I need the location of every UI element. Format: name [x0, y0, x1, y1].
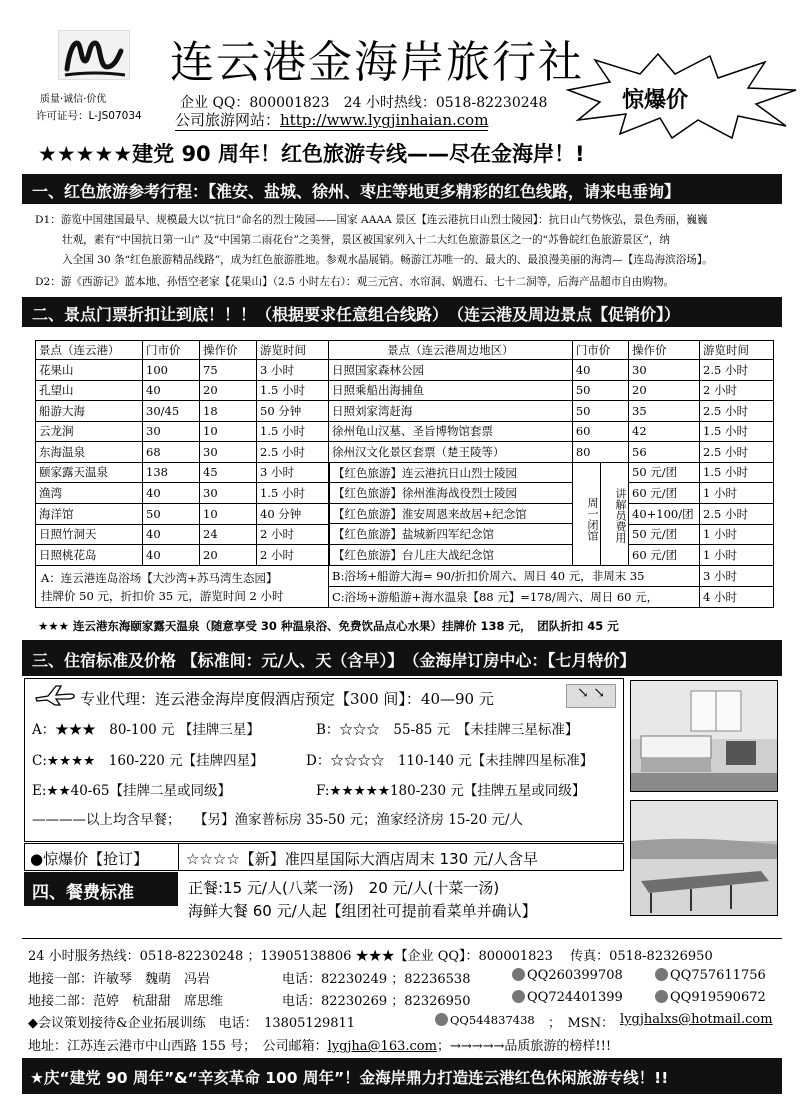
- cell: 2 小时: [700, 380, 774, 401]
- table-row: [36, 401, 774, 422]
- rate-e: E:★★40-65【挂牌二星或同级】: [32, 783, 232, 799]
- cell: 68: [143, 442, 200, 463]
- table-row: [36, 380, 774, 401]
- cell: 24: [200, 524, 257, 545]
- cell: 海洋馆: [36, 503, 143, 524]
- package-b-time: 3 小时: [700, 566, 774, 587]
- website-label: 公司旅游网站：: [175, 111, 281, 129]
- seaside-photo: [630, 800, 778, 916]
- cell: 日照乘船出海捕鱼: [329, 380, 573, 401]
- col-header: 游览时间: [257, 341, 329, 360]
- cell: 30: [143, 421, 200, 442]
- cell: 50 分钟: [257, 401, 329, 422]
- cell: 10: [200, 421, 257, 442]
- cell: 56: [629, 442, 700, 463]
- cell: 10: [200, 503, 257, 524]
- cell: 东海温泉: [36, 442, 143, 463]
- cell: 50 元/团: [629, 524, 700, 545]
- qq-icon: [512, 990, 525, 1003]
- table-row: [36, 442, 774, 463]
- cell: 1.5 小时: [257, 483, 329, 504]
- dept2-qq1[interactable]: [512, 990, 623, 1005]
- col-header: 门市价: [143, 341, 200, 360]
- cell: 日照刘家湾赶海: [329, 401, 573, 422]
- cell: 50: [143, 503, 200, 524]
- website-link[interactable]: http://www.lygjinhaian.com: [280, 111, 489, 129]
- package-c-time: 4 小时: [700, 587, 774, 608]
- cell: 船游大海: [36, 401, 143, 422]
- cell: 80: [572, 442, 628, 463]
- cell: 2.5 小时: [257, 442, 329, 463]
- cell: 40: [143, 524, 200, 545]
- dept1-staff: 地接一部：许敏琴 魏萌 冯岩: [28, 972, 211, 987]
- bottom-banner: ★庆“建党 90 周年”&“辛亥革命 100 周年”！金海岸鼎力打造连云港红色休闲旅游专线！!!: [22, 1058, 782, 1094]
- slogan: ；→→→→→品质旅游的榜样!!!: [436, 1039, 612, 1054]
- red-tour-block: [329, 462, 629, 566]
- cell: 2.5 小时: [700, 360, 774, 381]
- cell: 30/45: [143, 401, 200, 422]
- itinerary-d2: D2：游《西游记》蓝本地、孙悟空老家【花果山】（2.5 小时左右）：观三元宫、水帘洞、娲遗石、七十二洞等，后海产品超市自由购物。: [35, 276, 675, 288]
- address-line: [28, 1035, 611, 1054]
- table-row: [36, 462, 774, 483]
- rate-a: A：★★★ 80-100 元 【挂牌三星】: [32, 722, 260, 738]
- cell: 3 小时: [257, 360, 329, 381]
- cell: 2 小时: [257, 524, 329, 545]
- cell: 40: [143, 380, 200, 401]
- hotel-agent: 专业代理：连云港金海岸度假酒店预定【300 间】：40—90 元: [80, 690, 494, 708]
- cell: 云龙涧: [36, 421, 143, 442]
- license-number: 许可证号：L-JS07034: [36, 110, 142, 122]
- col-header: 操作价: [629, 341, 700, 360]
- cell: 30: [200, 442, 257, 463]
- table-row: [36, 566, 774, 587]
- section1-bar: 一、红色旅游参考行程：【淮安、盐城、徐州、枣庄等地更多精彩的红色线路，请来电垂询】: [22, 174, 782, 204]
- dept1-qq2[interactable]: [655, 968, 766, 983]
- cell: 1.5 小时: [700, 462, 774, 483]
- cell: 40: [572, 360, 628, 381]
- dept1-phone: 电话：82230249 ；82236538: [282, 972, 471, 987]
- table-header-row: [36, 341, 774, 360]
- meeting-service: ◆会议策划接待&企业拓展训练 电话： 13805129811: [28, 1016, 356, 1031]
- cell: 138: [143, 462, 200, 483]
- qq-number: QQ544837438: [450, 1013, 535, 1027]
- itinerary-d1-l1: D1：游览中国建国最早、规模最大以“抗日”命名的烈士陵园——国家 AAAA 景区【连云港抗日山烈士陵园】：抗日山气势恢弘，景色秀丽，巍巍: [35, 214, 708, 226]
- cell: 30: [200, 483, 257, 504]
- address-text: 地址：江苏连云港市中山西路 155 号； 公司邮箱：: [28, 1039, 328, 1054]
- red-tour-name: 【红色旅游】台儿庄大战纪念馆: [333, 547, 494, 562]
- cell: 1 小时: [700, 545, 774, 566]
- itinerary-d1-l3: 入全国 30 条“红色旅游精品线路”，成为红色旅游胜地。参观水晶展销。畅游江苏唯一的、最大的、最浪漫美丽的海湾—【连岛海滨浴场】。: [62, 254, 713, 266]
- qq-icon: [655, 968, 668, 981]
- qq-icon: [655, 990, 668, 1003]
- motto: 质量·诚信·价优: [40, 94, 107, 105]
- headline: ★★★★★建党 90 周年！红色旅游专线——尽在金海岸！!: [38, 142, 585, 166]
- cell: 1.5 小时: [257, 421, 329, 442]
- cell: 3 小时: [257, 462, 329, 483]
- website-row: [175, 109, 488, 131]
- cell: 1 小时: [700, 483, 774, 504]
- qq-number: QQ919590672: [670, 990, 766, 1005]
- qq-icon: [435, 1013, 448, 1026]
- col-header: 门市价: [572, 341, 628, 360]
- cell: 30: [629, 360, 700, 381]
- cell: 40: [143, 483, 200, 504]
- footer-divider: [22, 938, 782, 939]
- col-header: 景点（连云港周边地区）: [329, 341, 573, 360]
- rate-c: C:★★★★ 160-220 元【挂牌四星】: [32, 753, 264, 769]
- dept2-phone: 电话：82230269 ；82326950: [282, 994, 471, 1009]
- itinerary-d1-l2: 壮观，素有“中国抗日第一山” 及“中国第二雨花台”之美誉，景区被国家列入十二大红色旅游景区之一的“苏鲁皖红色旅游景区”，纳: [62, 234, 670, 246]
- airplane-icon: [34, 684, 76, 710]
- dept2-qq2[interactable]: [655, 990, 766, 1005]
- page-title: 连云港金海岸旅行社: [170, 37, 584, 88]
- cell: 100: [143, 360, 200, 381]
- dept1-qq1[interactable]: [512, 968, 623, 983]
- section2-bar: 二、景点门票折扣让到底！！！（根据要求任意组合线路） （连云港及周边景点【促销价】）: [22, 297, 782, 327]
- cell: 1.5 小时: [257, 380, 329, 401]
- service-hotline: 24 小时服务热线：0518-82230248 ；13905138806 ★★★【企业 QQ】：800001823 传真：0518-82326950: [28, 949, 713, 964]
- cell: 75: [200, 360, 257, 381]
- hot-spring-note: ★★★ 连云港东海颐家露天温泉（随意享受 30 种温泉浴、免费饮品点心水果）挂牌价 138 元， 团队折扣 45 元: [38, 619, 619, 633]
- cell: 徐州龟山汉墓、圣旨博物馆套票: [329, 421, 573, 442]
- red-tour-name: 【红色旅游】盐城新四军纪念馆: [330, 524, 572, 545]
- package-b: B:浴场+船游大海= 90/折扣价周六、周日 40 元，非周末 35: [329, 566, 700, 587]
- cell: 颐家露天温泉: [36, 462, 143, 483]
- table-row: [36, 360, 774, 381]
- cell: 40 分钟: [257, 503, 329, 524]
- closed-monday-note: 周一闭馆: [572, 463, 600, 566]
- email-link[interactable]: lygjha@163.com: [327, 1039, 437, 1054]
- cell: 孔望山: [36, 380, 143, 401]
- meal-price-1: 正餐:15 元/人(八菜一汤) 20 元/人(十菜一汤): [188, 879, 500, 897]
- company-logo: [58, 30, 130, 80]
- dept2-staff: 地接二部：范婷 杭甜甜 席思维: [28, 994, 224, 1009]
- meal-price-2: 海鲜大餐 60 元/人起【组团社可提前看菜单并确认】: [188, 902, 537, 920]
- col-header: 景点（连云港）: [36, 341, 143, 360]
- guide-fee-note: 讲解员费用: [600, 463, 628, 566]
- cell: 50: [572, 380, 628, 401]
- cell: 2.5 小时: [700, 503, 774, 524]
- cell: 18: [200, 401, 257, 422]
- package-a-price: 挂牌价 50 元，折扣价 35 元，游览时间 2 小时: [41, 588, 284, 603]
- package-a: [36, 566, 329, 608]
- qq-number: QQ260399708: [527, 968, 623, 983]
- arrow-icons: ↘ ↘: [566, 684, 616, 708]
- cell: 2.5 小时: [700, 401, 774, 422]
- cell: 20: [200, 380, 257, 401]
- cell: 40: [143, 545, 200, 566]
- cell: 日照国家森林公园: [329, 360, 573, 381]
- meeting-qq[interactable]: [435, 1013, 535, 1027]
- breakfast-note: ————以上均含早餐； 【另】渔家普标房 35-50 元；渔家经济房 15-20 元/人: [32, 812, 524, 828]
- cell: 60 元/团: [629, 545, 700, 566]
- cell: 35: [629, 401, 700, 422]
- package-a-title: A：连云港连岛浴场【大沙湾+苏马湾生态园】: [41, 570, 278, 585]
- rate-b: B：☆☆☆ 55-85 元 【未挂牌三星标准】: [316, 722, 579, 738]
- col-header: 操作价: [200, 341, 257, 360]
- cell: 2 小时: [257, 545, 329, 566]
- package-c: C:浴场+游船游+海水温泉【88 元】=178/周六、周日 60 元，: [329, 587, 700, 608]
- cell: 徐州汉文化景区套票（楚王陵等）: [329, 442, 573, 463]
- section3-bar: 三、住宿标准及价格 【标准间：元/人、天（含早）】 （金海岸订房中心：【七月特价】: [22, 640, 782, 676]
- qq-number: QQ724401399: [527, 990, 623, 1005]
- rate-d: D：☆☆☆☆ 110-140 元【未挂牌四星标准】: [306, 753, 594, 769]
- cell: 20: [629, 380, 700, 401]
- cell: 40+100/团: [629, 503, 700, 524]
- cell: 日照桃花岛: [36, 545, 143, 566]
- deal-text: ☆☆☆☆【新】准四星国际大酒店周末 130 元/人含早: [186, 850, 539, 868]
- red-tour-name: 【红色旅游】淮安周恩来故居+纪念馆: [330, 504, 572, 525]
- red-tour-name: 【红色旅游】连云港抗日山烈士陵园: [330, 463, 572, 484]
- cell: 日照竹洞天: [36, 524, 143, 545]
- cell: 花果山: [36, 360, 143, 381]
- cell: 60 元/团: [629, 483, 700, 504]
- price-burst: [560, 50, 800, 140]
- cell: 45: [200, 462, 257, 483]
- qq-number: QQ757611756: [670, 968, 766, 983]
- cell: 20: [200, 545, 257, 566]
- cell: 渔湾: [36, 483, 143, 504]
- msn-label: ； MSN：: [548, 1016, 615, 1031]
- red-tour-name: 【红色旅游】徐州淮海战役烈士陵园: [330, 483, 572, 504]
- cell: 50 元/团: [629, 462, 700, 483]
- msn-address[interactable]: lygjhalxs@hotmail.com: [620, 1012, 773, 1027]
- cell: 60: [572, 421, 628, 442]
- qq-icon: [512, 968, 525, 981]
- deal-divider: [178, 843, 179, 871]
- cell: 42: [629, 421, 700, 442]
- cell: 50: [572, 401, 628, 422]
- cell: 2.5 小时: [700, 442, 774, 463]
- rate-f: F:★★★★★180-230 元【挂牌五星或同级】: [316, 783, 586, 799]
- hotel-room-photo: [630, 680, 778, 792]
- cell: 1 小时: [700, 524, 774, 545]
- table-row: [36, 421, 774, 442]
- cell: 1.5 小时: [700, 421, 774, 442]
- contact-line: 企业 QQ：800001823 24 小时热线：0518-82230248: [180, 95, 548, 111]
- deal-label: ●惊爆价【抢订】: [30, 850, 149, 868]
- ticket-table: [35, 340, 774, 608]
- col-header: 游览时间: [700, 341, 774, 360]
- section4-bar: 四、餐费标准: [24, 872, 178, 906]
- burst-label: 惊爆价: [622, 88, 689, 113]
